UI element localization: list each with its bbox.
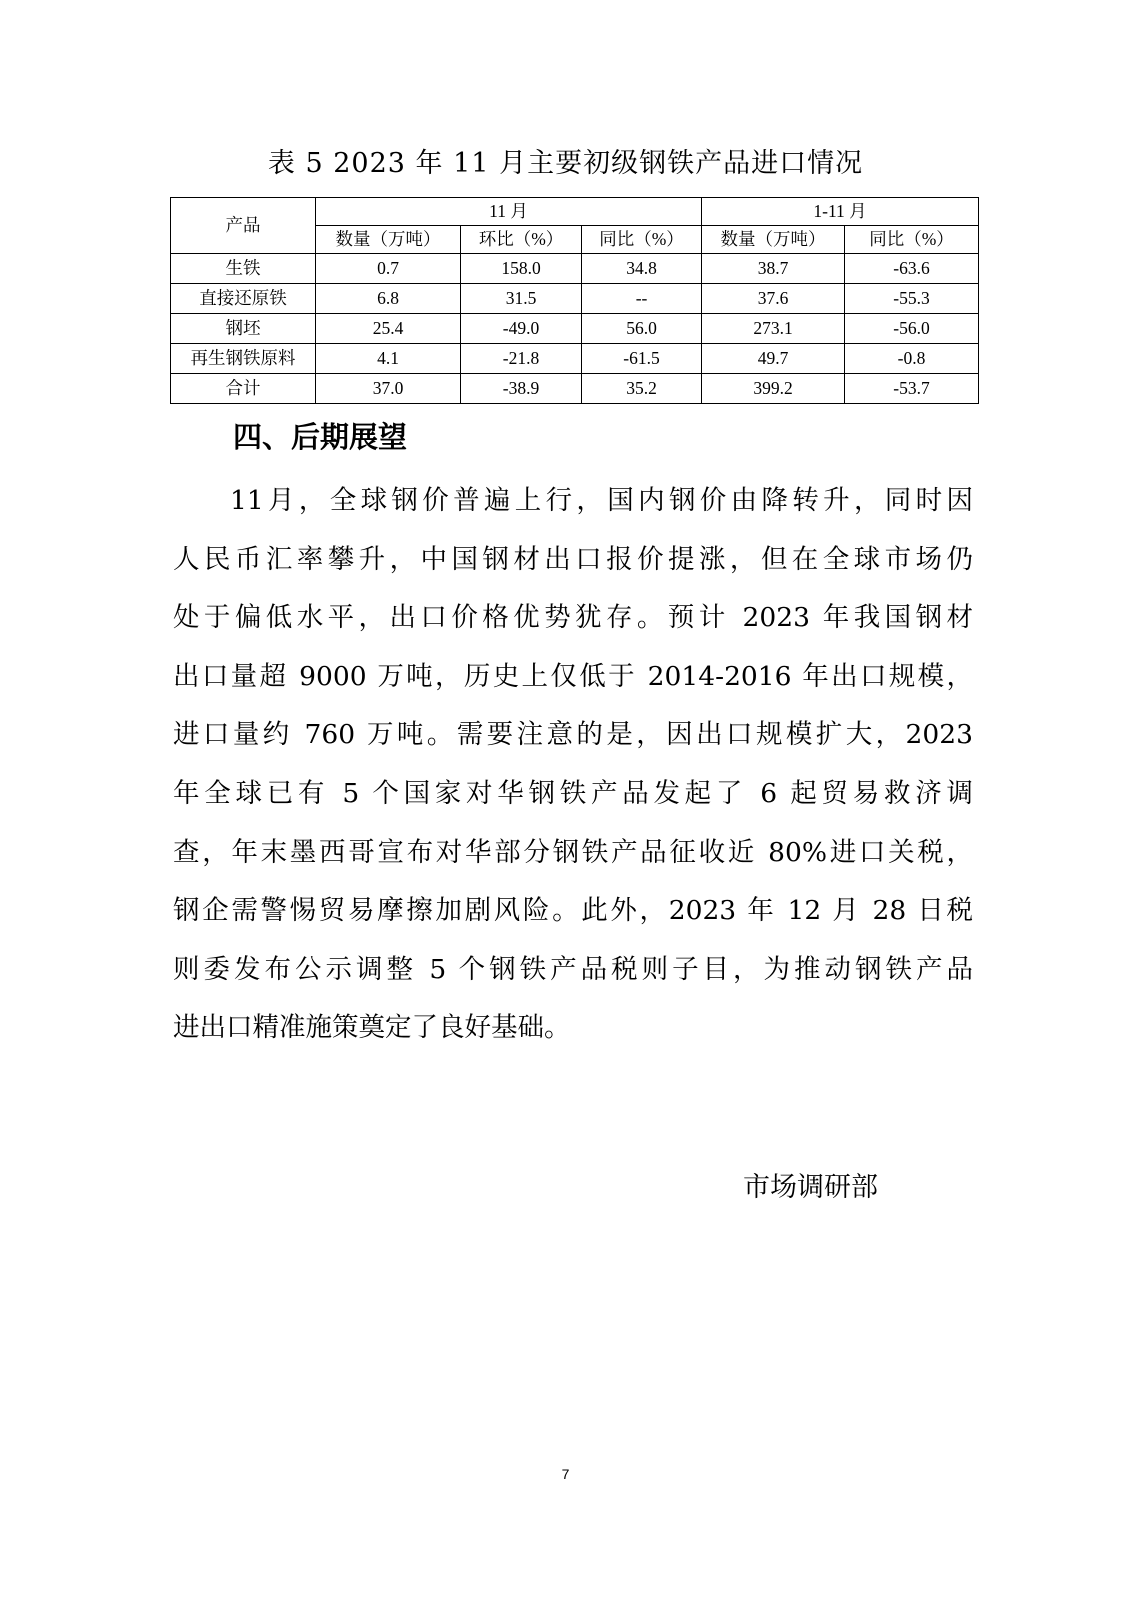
section-heading: 四、后期展望 xyxy=(233,420,408,454)
signature: 市场调研部 xyxy=(743,1172,878,1203)
table-row-total xyxy=(171,374,979,404)
page-number: 7 xyxy=(561,1466,570,1482)
table-cell: 399.2 xyxy=(702,374,845,404)
table-cell: -61.5 xyxy=(582,344,702,374)
table-cell: 34.8 xyxy=(582,254,702,284)
row-product: 钢坯 xyxy=(171,314,316,344)
table-cell: 56.0 xyxy=(582,314,702,344)
header-product: 产品 xyxy=(171,198,316,254)
table-row xyxy=(171,314,979,344)
table-row xyxy=(171,254,979,284)
import-table xyxy=(170,197,979,404)
paragraph-line: 11月，全球钢价普遍上行，国内钢价由降转升，同时因 xyxy=(230,485,973,516)
table-cell: -55.3 xyxy=(845,284,979,314)
table-cell: 31.5 xyxy=(461,284,582,314)
table-cell: 0.7 xyxy=(316,254,461,284)
table-row xyxy=(171,284,979,314)
table-cell: -21.8 xyxy=(461,344,582,374)
table-cell: -53.7 xyxy=(845,374,979,404)
header-nov-volume: 数量（万吨） xyxy=(316,226,461,254)
table-cell: 4.1 xyxy=(316,344,461,374)
table-title: 表 5 2023 年 11 月主要初级钢铁产品进口情况 xyxy=(267,148,864,179)
table-cell: -63.6 xyxy=(845,254,979,284)
table-cell: -0.8 xyxy=(845,344,979,374)
paragraph-line: 年全球已有 5 个国家对华钢铁产品发起了 6 起贸易救济调 xyxy=(173,777,973,809)
table-cell: 37.0 xyxy=(316,374,461,404)
table-header-row xyxy=(171,198,979,226)
header-ytd-yoy: 同比（%） xyxy=(845,226,979,254)
paragraph-line: 进出口精准施策奠定了良好基础。 xyxy=(173,1012,571,1044)
outlook-paragraph xyxy=(173,472,973,1058)
table-cell: 37.6 xyxy=(702,284,845,314)
table-cell: 35.2 xyxy=(582,374,702,404)
header-group-ytd: 1-11 月 xyxy=(702,198,979,226)
table-cell: -- xyxy=(582,284,702,314)
row-product: 合计 xyxy=(171,374,316,404)
table-cell: 273.1 xyxy=(702,314,845,344)
row-product: 再生钢铁原料 xyxy=(171,344,316,374)
paragraph-line: 则委发布公示调整 5 个钢铁产品税则子目，为推动钢铁产品 xyxy=(173,953,973,985)
row-product: 生铁 xyxy=(171,254,316,284)
row-product: 直接还原铁 xyxy=(171,284,316,314)
table-cell: -56.0 xyxy=(845,314,979,344)
table-cell: 6.8 xyxy=(316,284,461,314)
table-cell: 25.4 xyxy=(316,314,461,344)
paragraph-line: 出口量超 9000 万吨，历史上仅低于 2014-2016 年出口规模， xyxy=(173,660,973,692)
header-nov-mom: 环比（%） xyxy=(461,226,582,254)
paragraph-line: 钢企需警惕贸易摩擦加剧风险。此外，2023 年 12 月 28 日税 xyxy=(173,895,973,927)
table-cell: -49.0 xyxy=(461,314,582,344)
table-cell: -38.9 xyxy=(461,374,582,404)
paragraph-line: 人民币汇率攀升，中国钢材出口报价提涨，但在全球市场仍 xyxy=(173,543,973,575)
table-cell: 158.0 xyxy=(461,254,582,284)
table-cell: 49.7 xyxy=(702,344,845,374)
table-row xyxy=(171,344,979,374)
header-ytd-volume: 数量（万吨） xyxy=(702,226,845,254)
header-group-nov: 11 月 xyxy=(316,198,702,226)
paragraph-line: 查，年末墨西哥宣布对华部分钢铁产品征收近 80%进口关税， xyxy=(173,836,973,868)
header-nov-yoy: 同比（%） xyxy=(582,226,702,254)
paragraph-line: 处于偏低水平，出口价格优势犹存。预计 2023 年我国钢材 xyxy=(173,602,973,634)
paragraph-line: 进口量约 760 万吨。需要注意的是，因出口规模扩大，2023 xyxy=(173,719,973,751)
table-cell: 38.7 xyxy=(702,254,845,284)
